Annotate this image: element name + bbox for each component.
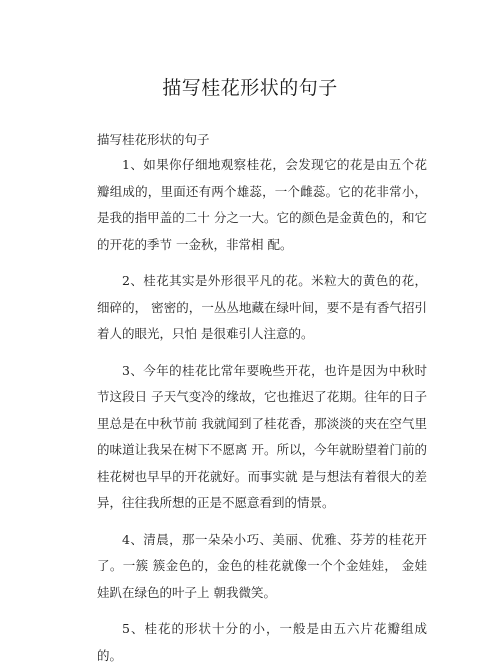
paragraph-5: 5、桂花的形状十分的小，一般是由五六片花瓣组成的。 xyxy=(97,621,427,663)
document-subtitle: 描写桂花形状的句子 xyxy=(97,132,210,147)
paragraph-4: 4、清晨，那一朵朵小巧、美丽、优雅、芬芳的桂花开了。一簇 簇金色的，金色的桂花就像一个个金娃娃， 金娃娃趴在绿色的叶子上 朝我微笑。 xyxy=(97,531,427,600)
document-body xyxy=(97,152,427,669)
document-title: 描写桂花形状的句子 xyxy=(162,77,338,99)
paragraph-3: 3、今年的桂花比常年要晚些开花，也许是因为中秋时节这段日 子天气变冷的缘故，它也推迟了花期。往年的日子里总是在中秋节前 我就闻到了桂花香，那淡淡的夹在空气里的味道让我呆在树下不愿离 开。所以，今年就盼望着门前的桂花树也早早的开花就好。而事实就 是与想法有着很大的差异，往往我所想的正是不愿意看到的情景。 xyxy=(97,362,427,510)
paragraph-2: 2、桂花其实是外形很平凡的花。米粒大的黄色的花，细碎的， 密密的，一丛丛地藏在绿叶间，要不是有香气招引着人的眼光，只怕 是很难引人注意的。 xyxy=(97,273,427,341)
paragraph-1: 1、如果你仔细地观察桂花，会发现它的花是由五个花瓣组成的，里面还有两个雄蕊，一个雌蕊。它的花非常小，是我的指甲盖的二十 分之一大。它的颜色是金黄色的，和它的开花的季节 一金秋，非常相 配。 xyxy=(97,157,427,252)
